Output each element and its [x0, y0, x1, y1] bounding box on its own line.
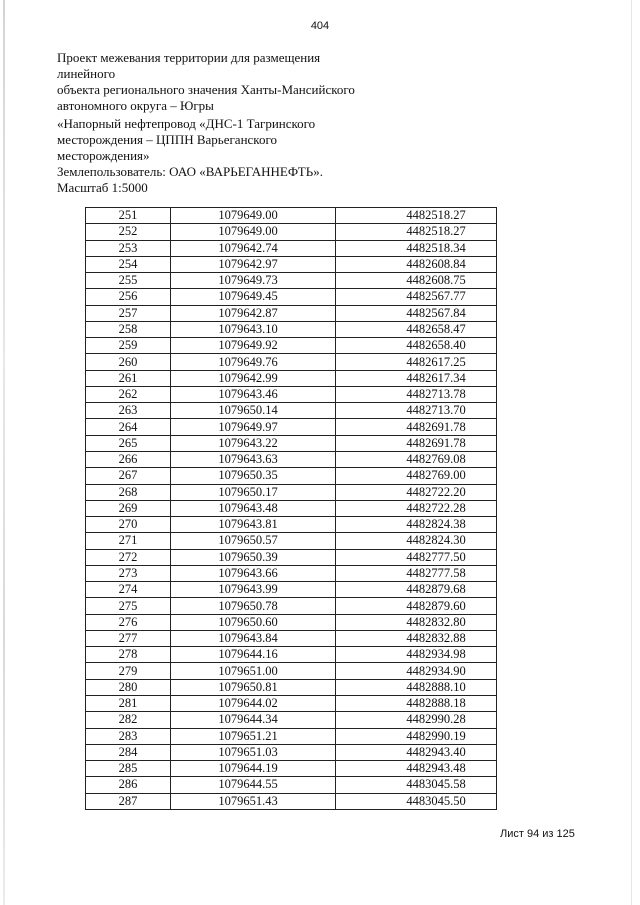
x-coordinate-cell — [171, 777, 336, 793]
land-user: Землепользователь: ОАО «ВАРЬЕГАННЕФТЬ». — [57, 164, 323, 179]
x-coordinate-cell — [171, 647, 336, 663]
point-number-value: 255 — [118, 273, 138, 288]
x-coordinate-value: 1079642.87 — [218, 305, 278, 320]
table-row — [86, 256, 497, 272]
y-coordinate-cell — [336, 354, 497, 370]
point-number-value: 262 — [118, 387, 138, 402]
point-number-cell — [86, 321, 171, 337]
x-coordinate-value: 1079649.00 — [218, 224, 278, 239]
point-number-value: 278 — [118, 647, 138, 662]
point-number-value: 256 — [118, 289, 138, 304]
project-title-line: автономного округа – Югры — [57, 98, 214, 113]
point-number-cell — [86, 370, 171, 386]
y-coordinate-value: 4482722.20 — [406, 484, 466, 499]
object-title-line: месторождения – ЦППН Варьеганского — [57, 132, 277, 147]
table-row — [86, 208, 497, 224]
y-coordinate-cell — [336, 273, 497, 289]
x-coordinate-value: 1079649.00 — [218, 208, 278, 223]
point-number-cell — [86, 354, 171, 370]
point-number-cell — [86, 663, 171, 679]
table-row — [86, 403, 497, 419]
point-number-cell — [86, 630, 171, 646]
x-coordinate-cell — [171, 256, 336, 272]
point-number-value: 251 — [118, 208, 138, 223]
y-coordinate-value: 4482824.38 — [406, 517, 466, 532]
point-number-cell — [86, 614, 171, 630]
y-coordinate-cell — [336, 451, 497, 467]
x-coordinate-cell — [171, 386, 336, 402]
table-row — [86, 744, 497, 760]
x-coordinate-cell — [171, 744, 336, 760]
x-coordinate-value: 1079643.66 — [218, 565, 278, 580]
x-coordinate-cell — [171, 354, 336, 370]
x-coordinate-value: 1079642.99 — [218, 370, 278, 385]
y-coordinate-cell — [336, 647, 497, 663]
y-coordinate-value: 4482934.98 — [406, 647, 466, 662]
point-number-value: 287 — [118, 793, 138, 808]
table-row — [86, 517, 497, 533]
point-number-value: 268 — [118, 484, 138, 499]
point-number-cell — [86, 712, 171, 728]
point-number-cell — [86, 256, 171, 272]
point-number-cell — [86, 582, 171, 598]
point-number-cell — [86, 565, 171, 581]
scan-edge-right — [631, 0, 632, 905]
table-row — [86, 728, 497, 744]
point-number-value: 253 — [118, 240, 138, 255]
x-coordinate-cell — [171, 208, 336, 224]
y-coordinate-value: 4482608.75 — [406, 273, 466, 288]
table-row — [86, 468, 497, 484]
coordinates-table-body — [86, 208, 497, 810]
x-coordinate-value: 1079643.99 — [218, 582, 278, 597]
y-coordinate-value: 4482518.27 — [406, 224, 466, 239]
table-row — [86, 273, 497, 289]
x-coordinate-value: 1079649.73 — [218, 273, 278, 288]
point-number-value: 273 — [118, 565, 138, 580]
table-row — [86, 500, 497, 516]
x-coordinate-value: 1079643.48 — [218, 500, 278, 515]
x-coordinate-cell — [171, 614, 336, 630]
y-coordinate-value: 4482769.08 — [406, 452, 466, 467]
x-coordinate-value: 1079643.84 — [218, 631, 278, 646]
point-number-cell — [86, 598, 171, 614]
point-number-cell — [86, 647, 171, 663]
point-number-value: 279 — [118, 663, 138, 678]
object-title-line: «Напорный нефтепровод «ДНС-1 Тагринского — [57, 116, 316, 131]
x-coordinate-cell — [171, 695, 336, 711]
x-coordinate-value: 1079644.02 — [218, 696, 278, 711]
y-coordinate-cell — [336, 289, 497, 305]
table-row — [86, 761, 497, 777]
point-number-cell — [86, 728, 171, 744]
x-coordinate-value: 1079650.39 — [218, 549, 278, 564]
y-coordinate-value: 4482658.40 — [406, 338, 466, 353]
project-title-line: объекта регионального значения Ханты-Мансийского — [57, 82, 355, 97]
table-row — [86, 354, 497, 370]
point-number-cell — [86, 224, 171, 240]
point-number-value: 258 — [118, 321, 138, 336]
point-number-value: 286 — [118, 777, 138, 792]
x-coordinate-value: 1079644.34 — [218, 712, 278, 727]
point-number-value: 284 — [118, 744, 138, 759]
y-coordinate-cell — [336, 549, 497, 565]
point-number-cell — [86, 240, 171, 256]
document-header — [57, 50, 377, 196]
x-coordinate-cell — [171, 582, 336, 598]
y-coordinate-cell — [336, 565, 497, 581]
point-number-cell — [86, 695, 171, 711]
y-coordinate-value: 4482943.48 — [406, 761, 466, 776]
table-row — [86, 582, 497, 598]
x-coordinate-value: 1079650.60 — [218, 614, 278, 629]
scale: Масштаб 1:5000 — [57, 180, 148, 195]
x-coordinate-cell — [171, 500, 336, 516]
table-row — [86, 533, 497, 549]
y-coordinate-cell — [336, 533, 497, 549]
point-number-cell — [86, 679, 171, 695]
point-number-value: 270 — [118, 517, 138, 532]
table-row — [86, 370, 497, 386]
x-coordinate-value: 1079651.21 — [218, 728, 278, 743]
coordinates-table — [85, 207, 497, 810]
x-coordinate-cell — [171, 419, 336, 435]
table-row — [86, 549, 497, 565]
y-coordinate-cell — [336, 240, 497, 256]
point-number-value: 282 — [118, 712, 138, 727]
point-number-value: 285 — [118, 761, 138, 776]
table-row — [86, 614, 497, 630]
x-coordinate-cell — [171, 338, 336, 354]
y-coordinate-cell — [336, 321, 497, 337]
y-coordinate-cell — [336, 582, 497, 598]
point-number-cell — [86, 273, 171, 289]
x-coordinate-value: 1079643.81 — [218, 517, 278, 532]
y-coordinate-value: 4482617.34 — [406, 370, 466, 385]
y-coordinate-value: 4482518.34 — [406, 240, 466, 255]
table-row — [86, 321, 497, 337]
point-number-cell — [86, 403, 171, 419]
table-row — [86, 777, 497, 793]
point-number-value: 272 — [118, 549, 138, 564]
y-coordinate-cell — [336, 208, 497, 224]
y-coordinate-cell — [336, 598, 497, 614]
y-coordinate-cell — [336, 630, 497, 646]
x-coordinate-value: 1079649.45 — [218, 289, 278, 304]
scan-edge-left — [3, 0, 5, 905]
table-row — [86, 679, 497, 695]
y-coordinate-value: 4482879.68 — [406, 582, 466, 597]
y-coordinate-cell — [336, 386, 497, 402]
point-number-value: 254 — [118, 256, 138, 271]
point-number-value: 283 — [118, 728, 138, 743]
point-number-cell — [86, 468, 171, 484]
x-coordinate-value: 1079643.46 — [218, 387, 278, 402]
point-number-value: 257 — [118, 305, 138, 320]
y-coordinate-cell — [336, 517, 497, 533]
point-number-cell — [86, 777, 171, 793]
y-coordinate-cell — [336, 614, 497, 630]
table-row — [86, 598, 497, 614]
x-coordinate-value: 1079651.03 — [218, 744, 278, 759]
table-row — [86, 289, 497, 305]
point-number-cell — [86, 744, 171, 760]
y-coordinate-cell — [336, 484, 497, 500]
y-coordinate-cell — [336, 761, 497, 777]
table-row — [86, 435, 497, 451]
y-coordinate-value: 4483045.58 — [406, 777, 466, 792]
x-coordinate-cell — [171, 451, 336, 467]
y-coordinate-cell — [336, 679, 497, 695]
table-row — [86, 712, 497, 728]
x-coordinate-value: 1079650.78 — [218, 598, 278, 613]
page-number: 404 — [310, 20, 330, 32]
point-number-cell — [86, 549, 171, 565]
y-coordinate-value: 4482713.70 — [406, 403, 466, 418]
table-row — [86, 338, 497, 354]
point-number-value: 277 — [118, 631, 138, 646]
y-coordinate-cell — [336, 435, 497, 451]
y-coordinate-cell — [336, 728, 497, 744]
x-coordinate-value: 1079651.43 — [218, 793, 278, 808]
y-coordinate-cell — [336, 468, 497, 484]
table-row — [86, 663, 497, 679]
x-coordinate-cell — [171, 468, 336, 484]
y-coordinate-value: 4482879.60 — [406, 598, 466, 613]
point-number-cell — [86, 484, 171, 500]
point-number-cell — [86, 517, 171, 533]
y-coordinate-value: 4482888.18 — [406, 696, 466, 711]
x-coordinate-cell — [171, 289, 336, 305]
y-coordinate-value: 4482713.78 — [406, 387, 466, 402]
point-number-value: 269 — [118, 500, 138, 515]
point-number-cell — [86, 338, 171, 354]
y-coordinate-cell — [336, 256, 497, 272]
point-number-cell — [86, 451, 171, 467]
x-coordinate-cell — [171, 305, 336, 321]
table-row — [86, 565, 497, 581]
object-title-line: месторождения» — [57, 148, 150, 163]
y-coordinate-cell — [336, 305, 497, 321]
x-coordinate-cell — [171, 549, 336, 565]
y-coordinate-cell — [336, 695, 497, 711]
x-coordinate-cell — [171, 517, 336, 533]
y-coordinate-value: 4482722.28 — [406, 500, 466, 515]
point-number-value: 274 — [118, 582, 138, 597]
y-coordinate-value: 4482567.77 — [406, 289, 466, 304]
table-row — [86, 224, 497, 240]
x-coordinate-value: 1079650.14 — [218, 403, 278, 418]
x-coordinate-cell — [171, 370, 336, 386]
y-coordinate-value: 4482888.10 — [406, 679, 466, 694]
point-number-value: 252 — [118, 224, 138, 239]
y-coordinate-cell — [336, 744, 497, 760]
point-number-value: 275 — [118, 598, 138, 613]
point-number-value: 280 — [118, 679, 138, 694]
point-number-cell — [86, 289, 171, 305]
y-coordinate-cell — [336, 663, 497, 679]
point-number-value: 261 — [118, 370, 138, 385]
x-coordinate-value: 1079649.97 — [218, 419, 278, 434]
x-coordinate-value: 1079642.97 — [218, 256, 278, 271]
x-coordinate-cell — [171, 728, 336, 744]
x-coordinate-value: 1079643.10 — [218, 321, 278, 336]
x-coordinate-value: 1079642.74 — [218, 240, 278, 255]
y-coordinate-value: 4482691.78 — [406, 419, 466, 434]
x-coordinate-cell — [171, 321, 336, 337]
y-coordinate-value: 4482691.78 — [406, 435, 466, 450]
point-number-cell — [86, 533, 171, 549]
object-title — [57, 116, 377, 164]
x-coordinate-value: 1079644.55 — [218, 777, 278, 792]
y-coordinate-value: 4482824.30 — [406, 533, 466, 548]
y-coordinate-value: 4483045.50 — [406, 793, 466, 808]
point-number-value: 259 — [118, 338, 138, 353]
point-number-cell — [86, 435, 171, 451]
x-coordinate-cell — [171, 712, 336, 728]
point-number-cell — [86, 305, 171, 321]
table-row — [86, 647, 497, 663]
x-coordinate-value: 1079650.57 — [218, 533, 278, 548]
point-number-value: 265 — [118, 435, 138, 450]
project-title — [57, 50, 377, 114]
x-coordinate-cell — [171, 435, 336, 451]
point-number-cell — [86, 761, 171, 777]
point-number-value: 276 — [118, 614, 138, 629]
y-coordinate-value: 4482990.19 — [406, 728, 466, 743]
x-coordinate-cell — [171, 793, 336, 809]
x-coordinate-value: 1079650.35 — [218, 468, 278, 483]
x-coordinate-value: 1079643.63 — [218, 452, 278, 467]
table-row — [86, 695, 497, 711]
y-coordinate-value: 4482832.80 — [406, 614, 466, 629]
y-coordinate-cell — [336, 793, 497, 809]
point-number-cell — [86, 208, 171, 224]
y-coordinate-cell — [336, 777, 497, 793]
table-row — [86, 240, 497, 256]
y-coordinate-value: 4482769.00 — [406, 468, 466, 483]
y-coordinate-value: 4482934.90 — [406, 663, 466, 678]
x-coordinate-value: 1079649.92 — [218, 338, 278, 353]
x-coordinate-value: 1079644.16 — [218, 647, 278, 662]
y-coordinate-cell — [336, 338, 497, 354]
x-coordinate-cell — [171, 565, 336, 581]
table-row — [86, 386, 497, 402]
x-coordinate-value: 1079649.76 — [218, 354, 278, 369]
point-number-value: 260 — [118, 354, 138, 369]
x-coordinate-cell — [171, 663, 336, 679]
y-coordinate-value: 4482518.27 — [406, 208, 466, 223]
x-coordinate-cell — [171, 403, 336, 419]
y-coordinate-value: 4482990.28 — [406, 712, 466, 727]
y-coordinate-cell — [336, 370, 497, 386]
point-number-value: 281 — [118, 696, 138, 711]
y-coordinate-value: 4482658.47 — [406, 321, 466, 336]
point-number-cell — [86, 386, 171, 402]
y-coordinate-value: 4482777.58 — [406, 565, 466, 580]
y-coordinate-value: 4482943.40 — [406, 744, 466, 759]
x-coordinate-cell — [171, 761, 336, 777]
x-coordinate-value: 1079650.81 — [218, 679, 278, 694]
x-coordinate-cell — [171, 679, 336, 695]
x-coordinate-cell — [171, 224, 336, 240]
table-row — [86, 451, 497, 467]
table-row — [86, 484, 497, 500]
point-number-cell — [86, 500, 171, 516]
y-coordinate-cell — [336, 403, 497, 419]
y-coordinate-value: 4482608.84 — [406, 256, 466, 271]
point-number-value: 267 — [118, 468, 138, 483]
table-row — [86, 305, 497, 321]
x-coordinate-cell — [171, 273, 336, 289]
y-coordinate-cell — [336, 224, 497, 240]
point-number-value: 264 — [118, 419, 138, 434]
x-coordinate-value: 1079650.17 — [218, 484, 278, 499]
x-coordinate-cell — [171, 240, 336, 256]
project-title-line: Проект межевания территории для размещения линейного — [57, 50, 321, 81]
point-number-value: 266 — [118, 452, 138, 467]
sheet-counter: Лист 94 из 125 — [500, 828, 575, 840]
x-coordinate-value: 1079651.00 — [218, 663, 278, 678]
point-number-value: 263 — [118, 403, 138, 418]
x-coordinate-value: 1079644.19 — [218, 761, 278, 776]
point-number-cell — [86, 419, 171, 435]
x-coordinate-value: 1079643.22 — [218, 435, 278, 450]
x-coordinate-cell — [171, 533, 336, 549]
table-row — [86, 419, 497, 435]
x-coordinate-cell — [171, 630, 336, 646]
y-coordinate-value: 4482832.88 — [406, 631, 466, 646]
point-number-value: 271 — [118, 533, 138, 548]
y-coordinate-value: 4482617.25 — [406, 354, 466, 369]
table-row — [86, 793, 497, 809]
y-coordinate-cell — [336, 712, 497, 728]
y-coordinate-cell — [336, 419, 497, 435]
y-coordinate-value: 4482567.84 — [406, 305, 466, 320]
x-coordinate-cell — [171, 598, 336, 614]
y-coordinate-cell — [336, 500, 497, 516]
y-coordinate-value: 4482777.50 — [406, 549, 466, 564]
point-number-cell — [86, 793, 171, 809]
x-coordinate-cell — [171, 484, 336, 500]
table-row — [86, 630, 497, 646]
